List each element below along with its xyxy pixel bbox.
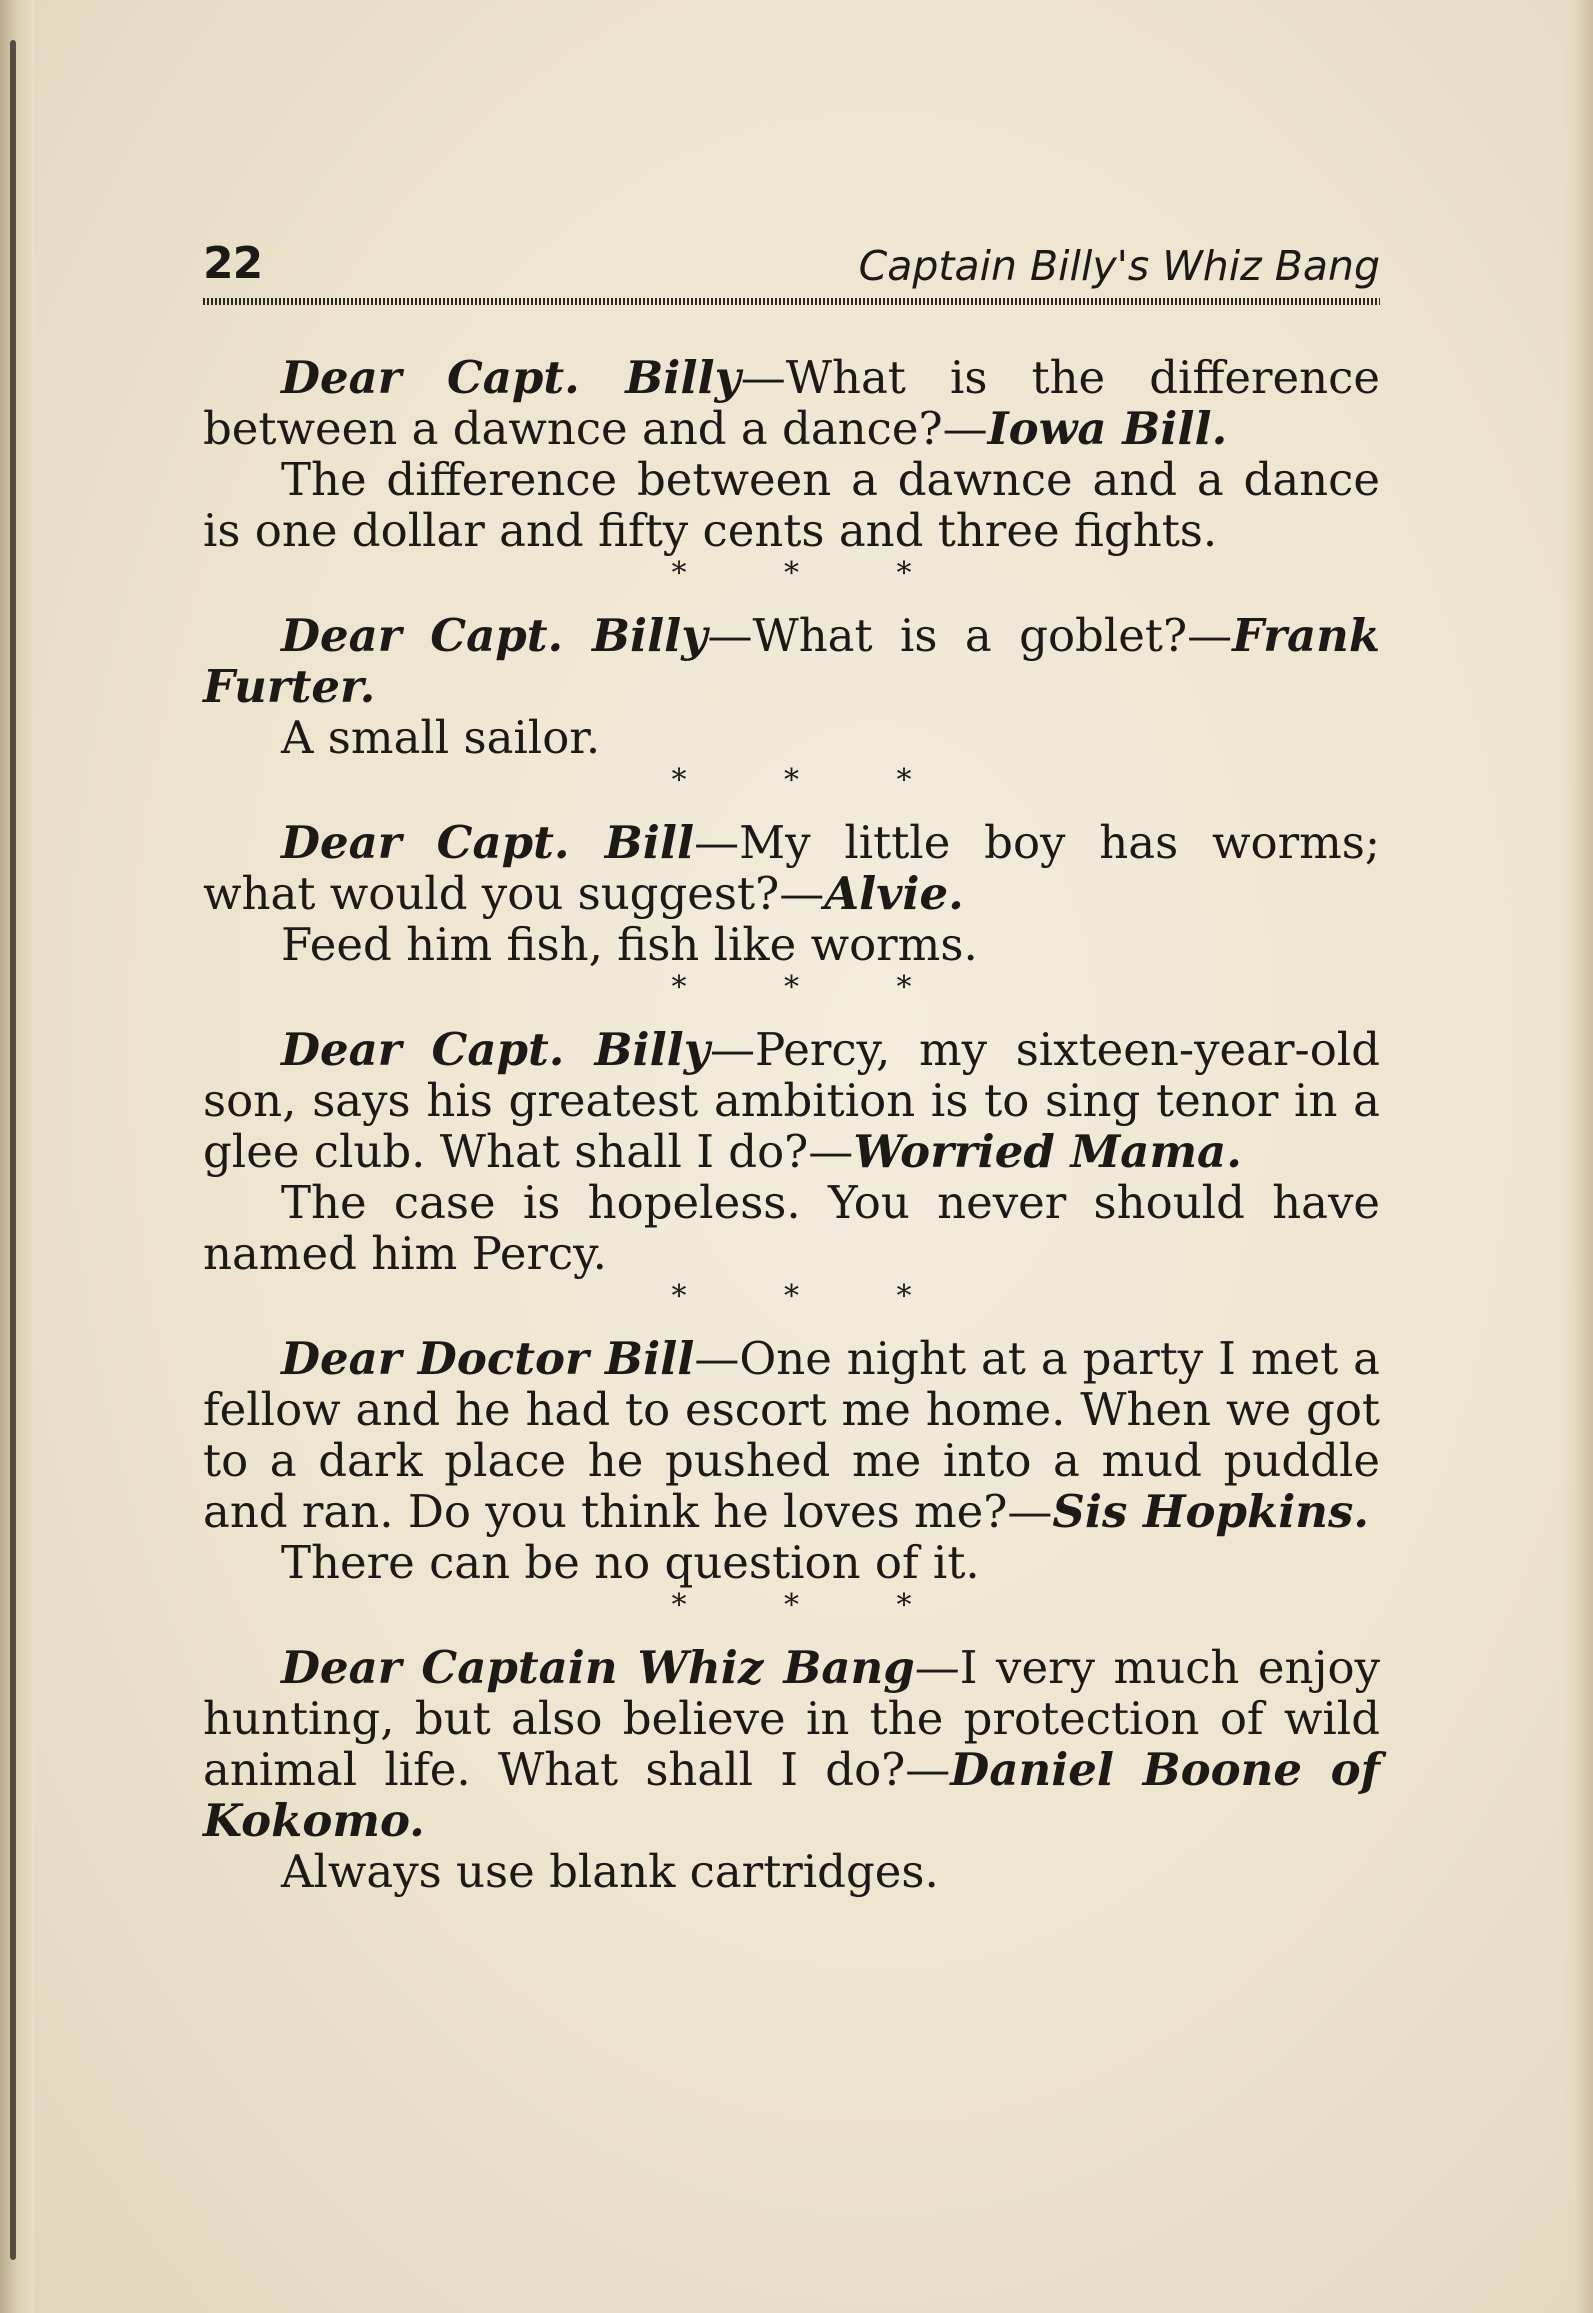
letter-salutation: Dear Capt. Billy bbox=[281, 1023, 710, 1076]
letter-body: —My little boy has worms; what would you suggest?— bbox=[203, 816, 1381, 920]
letter-answer: There can be no question of it. bbox=[281, 1536, 980, 1589]
letter-entry bbox=[203, 1024, 1380, 1279]
letter-entry bbox=[203, 1333, 1380, 1588]
letter-answer: A small sailor. bbox=[281, 711, 601, 764]
letter-salutation: Dear Captain Whiz Bang bbox=[281, 1641, 915, 1694]
page-header bbox=[203, 238, 1380, 298]
page-right-edge bbox=[1563, 0, 1593, 2313]
letter-body: —I very much enjoy hunting, but also believe in the protection of wild animal life. What shall I do?— bbox=[203, 1641, 1380, 1796]
letter-question bbox=[203, 610, 1380, 712]
letter-entry bbox=[203, 1642, 1380, 1897]
binding-shadow bbox=[10, 40, 16, 2260]
letter-entry bbox=[203, 817, 1380, 970]
letter-body: —Percy, my sixteen-year-old son, says his greatest ambition is to sing tenor in a glee club. What shall I do?— bbox=[203, 1023, 1380, 1178]
letter-answer: The case is hopeless. You never should have named him Percy. bbox=[203, 1176, 1380, 1280]
running-title: Captain Billy's Whiz Bang bbox=[858, 242, 1380, 290]
letter-salutation: Dear Capt. Billy bbox=[281, 351, 741, 404]
letter-salutation: Dear Capt. Billy bbox=[281, 609, 708, 662]
letter-question bbox=[203, 817, 1380, 919]
section-separator: * * * bbox=[671, 763, 956, 798]
letter-question bbox=[203, 352, 1380, 454]
letter-signature: Sis Hopkins. bbox=[1052, 1485, 1370, 1538]
letter-answer: The difference between a dawnce and a dance is one dollar and fifty cents and three fights. bbox=[203, 453, 1380, 557]
letter-entry bbox=[203, 610, 1380, 763]
letter-question bbox=[203, 1642, 1380, 1846]
page-number: 22 bbox=[203, 238, 263, 289]
letter-signature: Frank Furter. bbox=[203, 609, 1380, 713]
letter-body: —What is the difference between a dawnce and a dance?— bbox=[203, 351, 1381, 455]
section-separator: * * * bbox=[671, 1588, 956, 1623]
letter-body: —One night at a party I met a fellow and he had to escort me home. When we got to a dark place he pushed me into a mud puddle and ran. Do you think he loves me?— bbox=[203, 1332, 1381, 1538]
header-rule bbox=[203, 298, 1380, 305]
letter-answer: Always use blank cartridges. bbox=[281, 1845, 939, 1898]
section-separator: * * * bbox=[671, 970, 956, 1005]
letters-column bbox=[203, 352, 1380, 1897]
letter-signature: Alvie. bbox=[824, 867, 964, 920]
letter-salutation: Dear Doctor Bill bbox=[281, 1332, 695, 1385]
letter-salutation: Dear Capt. Bill bbox=[281, 816, 695, 869]
letter-entry bbox=[203, 352, 1380, 556]
letter-signature: Iowa Bill. bbox=[987, 402, 1228, 455]
letter-body: —What is a goblet?— bbox=[707, 609, 1233, 662]
section-separator: * * * bbox=[671, 556, 956, 591]
letter-signature: Daniel Boone of Kokomo. bbox=[203, 1743, 1380, 1847]
letter-answer: Feed him fish, fish like worms. bbox=[281, 918, 978, 971]
letter-question bbox=[203, 1024, 1380, 1177]
letter-question bbox=[203, 1333, 1380, 1537]
letter-signature: Worried Mama. bbox=[853, 1125, 1242, 1178]
page-binding-edge bbox=[0, 0, 34, 2313]
section-separator: * * * bbox=[671, 1279, 956, 1314]
